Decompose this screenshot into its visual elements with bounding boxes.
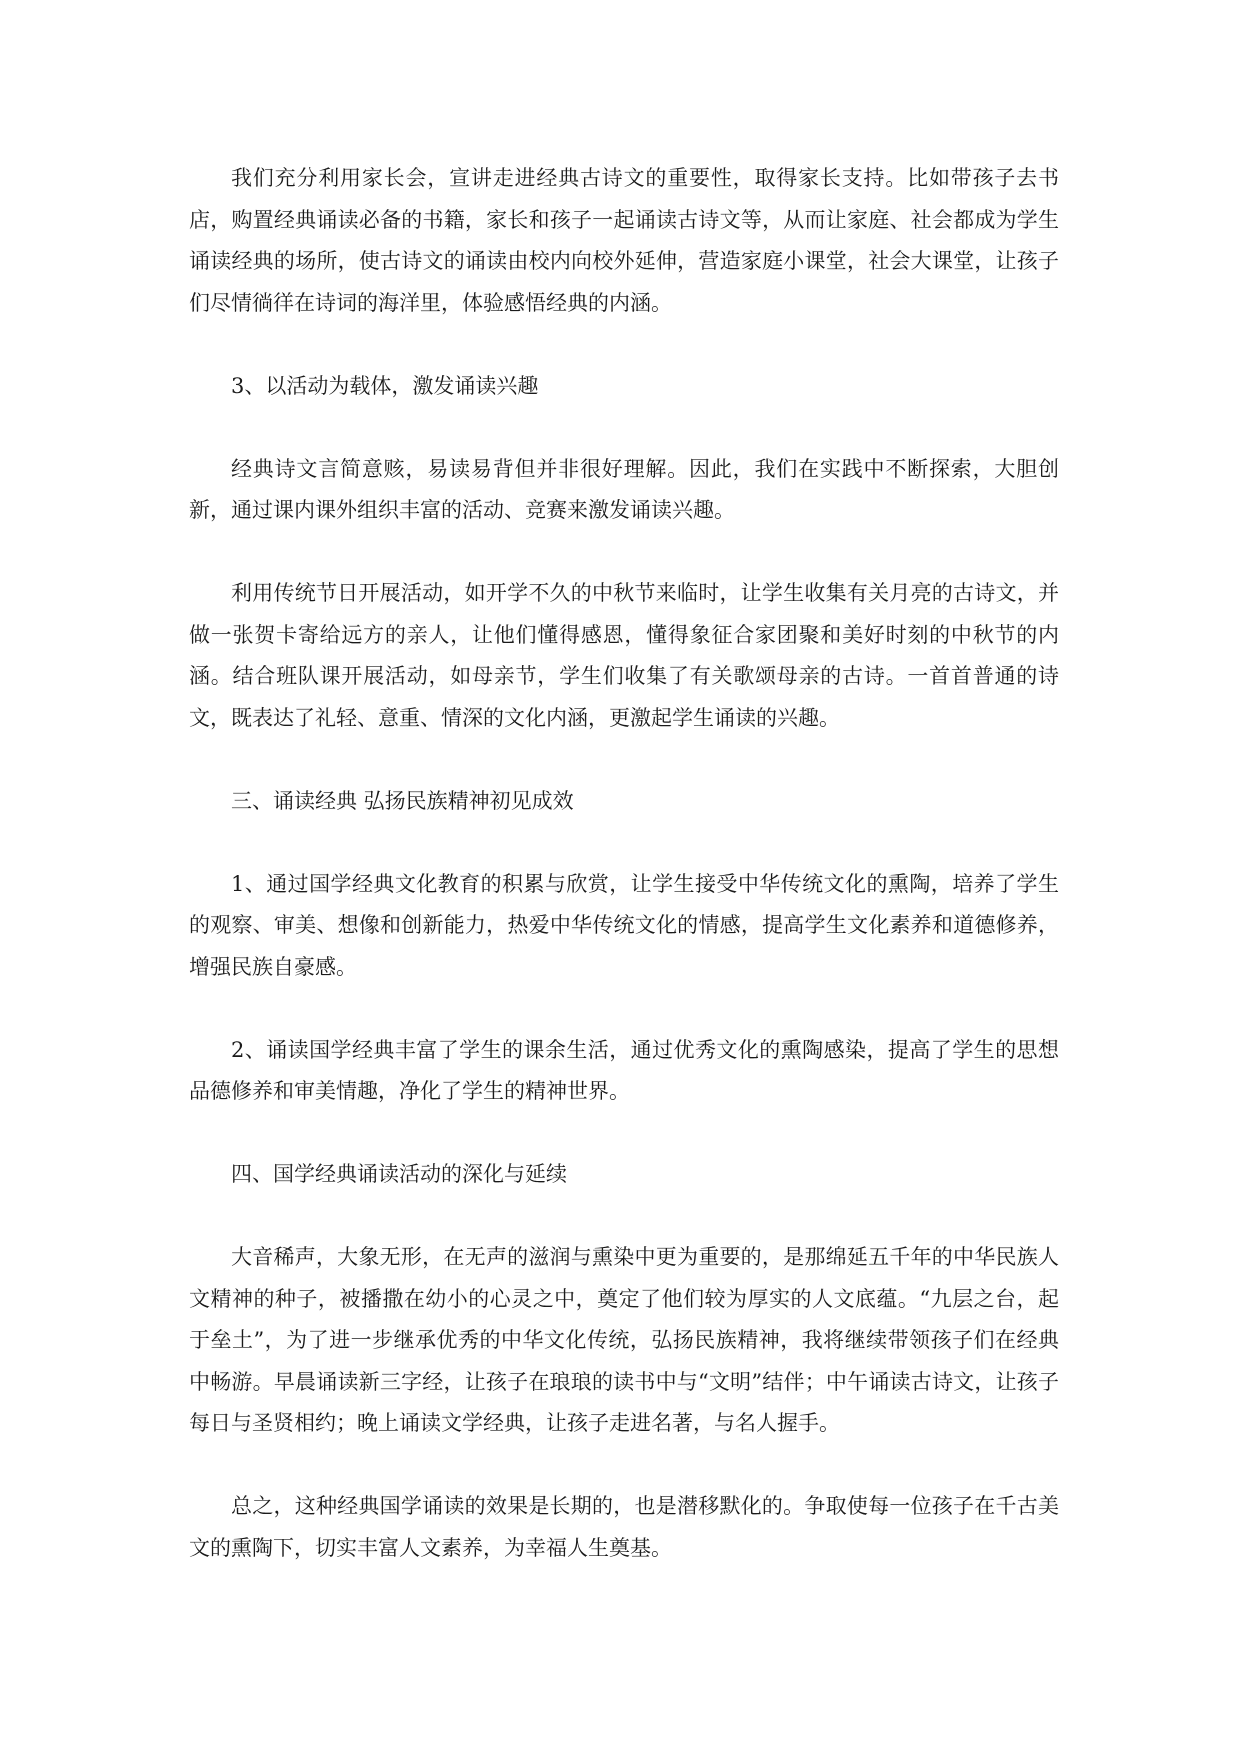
body-paragraph: 利用传统节日开展活动，如开学不久的中秋节来临时，让学生收集有关月亮的古诗文，并做一张贺卡寄给远方的亲人，让他们懂得感恩，懂得象征合家团聚和美好时刻的中秋节的内涵。结合班队课开展活动，如母亲节，学生们收集了有关歌颂母亲的古诗。一首首普通的诗文，既表达了礼轻、意重、情深的文化内涵，更激起学生诵读的兴趣。 [189, 581, 1059, 730]
body-paragraph: 2、诵读国学经典丰富了学生的课余生活，通过优秀文化的熏陶感染，提高了学生的思想品德修养和审美情趣，净化了学生的精神世界。 [189, 1037, 1059, 1103]
document-body [189, 158, 1059, 1569]
body-paragraph: 大音稀声，大象无形，在无声的滋润与熏染中更为重要的，是那绵延五千年的中华民族人文精神的种子，被播撒在幼小的心灵之中，奠定了他们较为厚实的人文底蕴。“九层之台，起于垒土”，为了进一步继承优秀的中华文化传统，弘扬民族精神，我将继续带领孩子们在经典中畅游。早晨诵读新三字经，让孩子在琅琅的读书中与“文明”结伴；中午诵读古诗文，让孩子每日与圣贤相约；晚上诵读文学经典，让孩子走进名著，与名人握手。 [189, 1245, 1059, 1435]
body-paragraph: 我们充分利用家长会，宣讲走进经典古诗文的重要性，取得家长支持。比如带孩子去书店，购置经典诵读必备的书籍，家长和孩子一起诵读古诗文等，从而让家庭、社会都成为学生诵读经典的场所，使古诗文的诵读由校内向校外延伸，营造家庭小课堂，社会大课堂，让孩子们尽情徜徉在诗词的海洋里，体验感悟经典的内涵。 [189, 166, 1059, 315]
body-paragraph: 1、通过国学经典文化教育的积累与欣赏，让学生接受中华传统文化的熏陶，培养了学生的观察、审美、想像和创新能力，热爱中华传统文化的情感，提高学生文化素养和道德修养，增强民族自豪感。 [189, 871, 1059, 979]
body-paragraph: 经典诗文言简意赅，易读易背但并非很好理解。因此，我们在实践中不断探索，大胆创新，通过课内课外组织丰富的活动、竞赛来激发诵读兴趣。 [189, 456, 1059, 522]
section-heading: 三、诵读经典 弘扬民族精神初见成效 [231, 788, 574, 813]
body-paragraph: 总之，这种经典国学诵读的效果是长期的，也是潜移默化的。争取使每一位孩子在千古美文的熏陶下，切实丰富人文素养，为幸福人生奠基。 [189, 1494, 1059, 1560]
section-heading: 3、以活动为载体，激发诵读兴趣 [231, 373, 539, 398]
section-heading: 四、国学经典诵读活动的深化与延续 [231, 1162, 567, 1186]
